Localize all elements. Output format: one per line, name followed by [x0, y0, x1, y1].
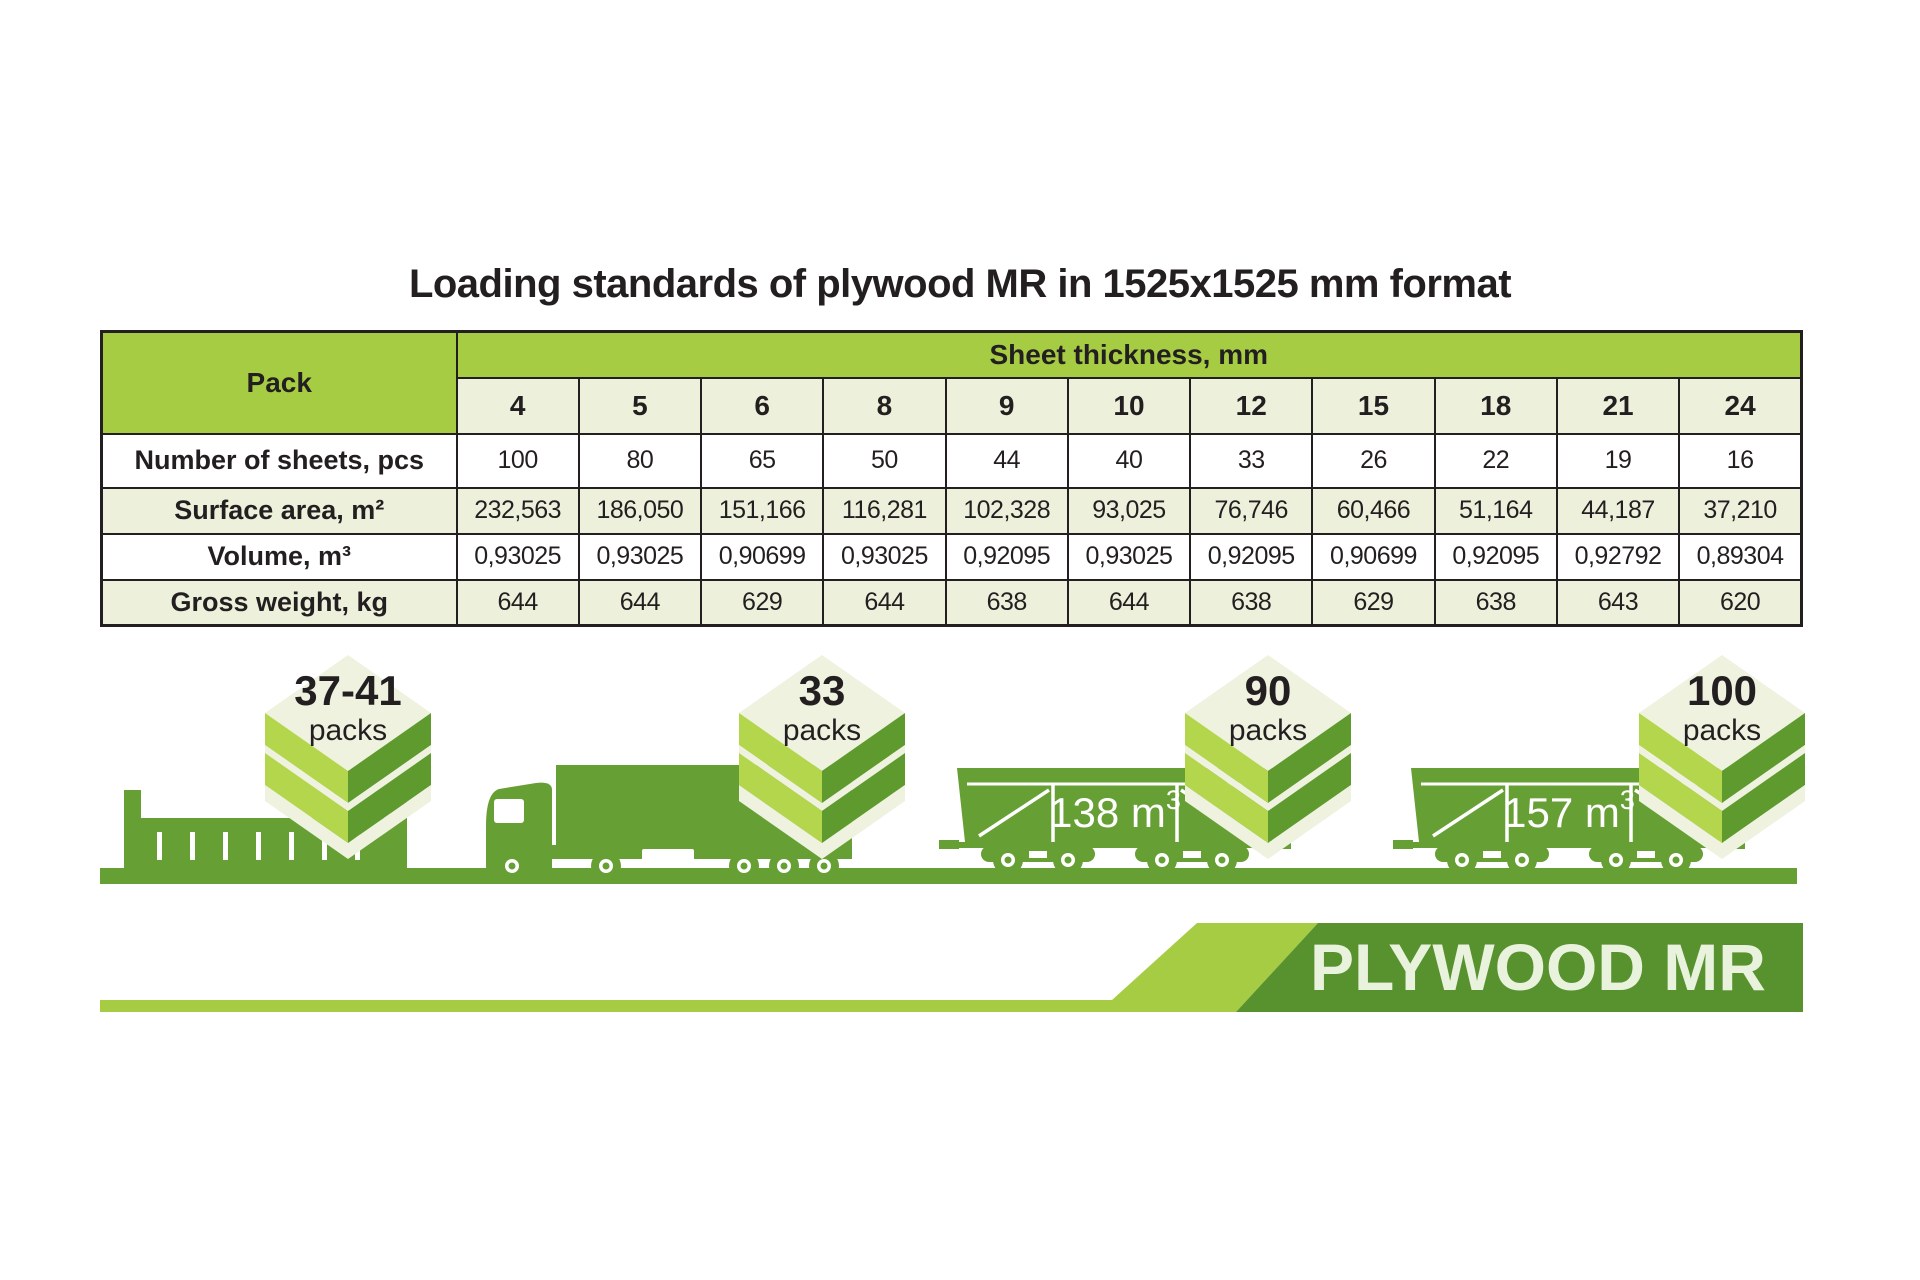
stack-count-label: 100	[1686, 667, 1758, 714]
stack-count-label: 33	[798, 667, 846, 714]
brand-banner-label: PLYWOOD MR	[1310, 930, 1766, 1004]
table-cell: 0,93025	[1068, 534, 1190, 580]
railcar-2-volume-label: 157 $m^3$	[1503, 785, 1635, 836]
sheet-thickness-header: Sheet thickness, mm	[457, 332, 1802, 378]
brand-banner	[100, 923, 1803, 1012]
col-header: 18	[1435, 378, 1557, 434]
stack-unit-label: packs	[308, 714, 388, 747]
table-cell: 0,92095	[1435, 534, 1557, 580]
page-title: Loading standards of plywood MR in 1525x1525 mm format	[408, 262, 1512, 306]
table-cell: 0,90699	[1312, 534, 1434, 580]
row-label: Volume, m³	[102, 534, 457, 580]
table-cell: 93,025	[1068, 488, 1190, 534]
table-cell: 100	[457, 434, 579, 488]
table-cell: 629	[701, 580, 823, 626]
table-cell: 44	[946, 434, 1068, 488]
table-cell: 0,93025	[457, 534, 579, 580]
table-cell: 151,166	[701, 488, 823, 534]
table-cell: 638	[1190, 580, 1312, 626]
table-cell: 40	[1068, 434, 1190, 488]
col-header: 12	[1190, 378, 1312, 434]
table-cell: 37,210	[1679, 488, 1801, 534]
col-header: 24	[1679, 378, 1801, 434]
row-label: Number of sheets, pcs	[102, 434, 457, 488]
col-header: 9	[946, 378, 1068, 434]
table-cell: 80	[579, 434, 701, 488]
table-cell: 0,92792	[1557, 534, 1679, 580]
col-header: 10	[1068, 378, 1190, 434]
col-header: 15	[1312, 378, 1434, 434]
table-cell: 116,281	[823, 488, 945, 534]
table-cell: 60,466	[1312, 488, 1434, 534]
table-cell: 232,563	[457, 488, 579, 534]
col-header: 21	[1557, 378, 1679, 434]
col-header: 4	[457, 378, 579, 434]
table-cell: 102,328	[946, 488, 1068, 534]
col-header: 8	[823, 378, 945, 434]
table-cell: 644	[457, 580, 579, 626]
pack-header-cell: Pack	[102, 332, 457, 434]
table-cell: 0,90699	[701, 534, 823, 580]
stack-count-label: 37-41	[294, 667, 402, 714]
table-cell: 644	[1068, 580, 1190, 626]
table-cell: 19	[1557, 434, 1679, 488]
stack-unit-label: packs	[782, 714, 862, 747]
table-cell: 186,050	[579, 488, 701, 534]
table-cell: 644	[823, 580, 945, 626]
table-cell: 0,93025	[579, 534, 701, 580]
table-cell: 51,164	[1435, 488, 1557, 534]
row-label: Surface area, m²	[102, 488, 457, 534]
railcar-1-volume-label: 138 $m^3$	[1049, 785, 1181, 836]
table-cell: 638	[946, 580, 1068, 626]
table-cell: 0,89304	[1679, 534, 1801, 580]
table-cell: 643	[1557, 580, 1679, 626]
table-cell: 638	[1435, 580, 1557, 626]
col-header: 6	[701, 378, 823, 434]
table-cell: 44,187	[1557, 488, 1679, 534]
col-header: 5	[579, 378, 701, 434]
ground-line	[100, 868, 1797, 884]
table-cell: 22	[1435, 434, 1557, 488]
table-cell: 33	[1190, 434, 1312, 488]
table-cell: 0,93025	[823, 534, 945, 580]
row-label: Gross weight, kg	[102, 580, 457, 626]
table-cell: 0,92095	[946, 534, 1068, 580]
stack-count-label: 90	[1244, 667, 1292, 714]
table-cell: 16	[1679, 434, 1801, 488]
table-cell: 76,746	[1190, 488, 1312, 534]
table-cell: 50	[823, 434, 945, 488]
table-cell: 620	[1679, 580, 1801, 626]
table-cell: 644	[579, 580, 701, 626]
stack-unit-label: packs	[1682, 714, 1762, 747]
table-cell: 65	[701, 434, 823, 488]
table-cell: 26	[1312, 434, 1434, 488]
stack-unit-label: packs	[1228, 714, 1308, 747]
table-cell: 629	[1312, 580, 1434, 626]
table-cell: 0,92095	[1190, 534, 1312, 580]
